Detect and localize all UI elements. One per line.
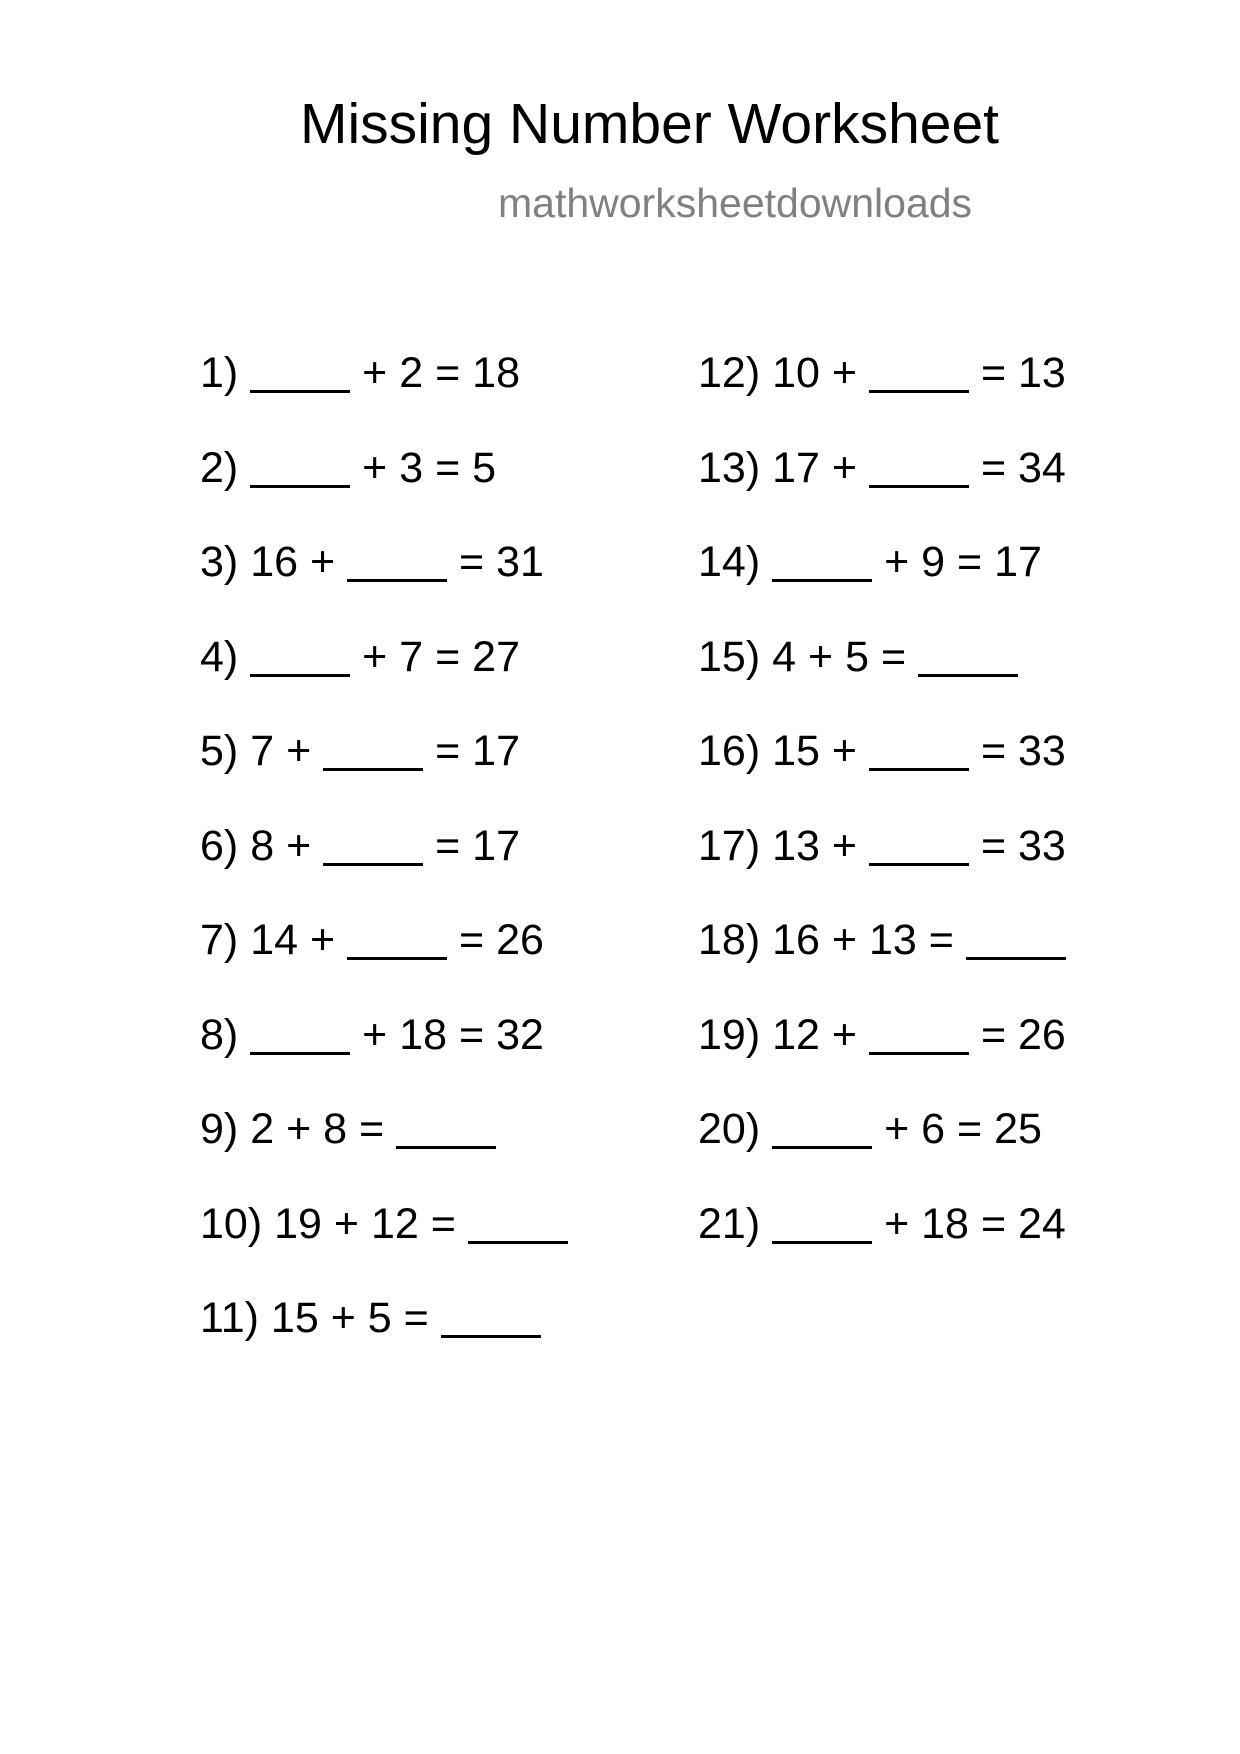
problem-number: 7) <box>200 916 239 964</box>
sum-result: 17 <box>472 727 521 775</box>
plus-sign: + <box>286 821 312 870</box>
equals-sign: = <box>957 1105 983 1153</box>
problem-item <box>200 916 544 964</box>
addend-a: 15 <box>772 727 820 775</box>
answer-blank[interactable] <box>772 575 872 582</box>
sum-result: 17 <box>472 821 521 870</box>
sum-result: 17 <box>994 538 1042 586</box>
sum-result: 24 <box>1018 1199 1066 1248</box>
plus-sign: + <box>362 1010 388 1059</box>
sum-result: 32 <box>496 1010 544 1059</box>
answer-blank[interactable] <box>250 481 350 488</box>
problem-number: 17) <box>698 821 761 870</box>
addend-a: 13 <box>772 821 820 870</box>
problem-item <box>698 727 1066 775</box>
answer-blank[interactable] <box>250 386 350 393</box>
addend-a: 19 <box>274 1199 322 1248</box>
equals-sign: = <box>359 1105 385 1153</box>
addend-b: 8 <box>323 1105 348 1153</box>
equals-sign: = <box>403 1294 429 1342</box>
plus-sign: + <box>333 1199 360 1248</box>
addend-a: 10 <box>772 349 820 397</box>
answer-blank[interactable] <box>323 859 423 866</box>
plus-sign: + <box>884 1199 910 1248</box>
problem-item <box>200 821 521 870</box>
addend-b: 13 <box>868 916 917 964</box>
plus-sign: + <box>362 632 388 681</box>
problem-item <box>698 1105 1042 1153</box>
addend-a: 12 <box>772 1010 820 1059</box>
equals-sign: = <box>435 349 461 397</box>
plus-sign: + <box>884 1105 910 1153</box>
problem-item <box>698 821 1066 870</box>
problem-item <box>200 443 497 492</box>
answer-blank[interactable] <box>869 859 969 866</box>
addend-a: 2 <box>250 1105 275 1153</box>
problem-number: 18) <box>698 916 761 964</box>
answer-blank[interactable] <box>869 764 969 771</box>
plus-sign: + <box>330 1294 356 1342</box>
problem-item <box>698 538 1042 586</box>
problem-number: 19) <box>698 1010 761 1059</box>
plus-sign: + <box>286 1105 312 1153</box>
equals-sign: = <box>980 821 1007 870</box>
worksheet-source: mathworksheetdownloads <box>498 180 973 226</box>
equals-sign: = <box>459 1010 485 1059</box>
plus-sign: + <box>831 916 858 964</box>
addend-a: 4 <box>772 632 797 681</box>
problem-item <box>200 632 521 681</box>
answer-blank[interactable] <box>250 670 350 677</box>
sum-result: 18 <box>472 349 521 397</box>
addend-a: 7 <box>250 727 275 775</box>
sum-result: 31 <box>496 538 544 586</box>
problem-item <box>200 727 521 775</box>
answer-blank[interactable] <box>396 1142 496 1149</box>
problem-number: 5) <box>200 727 239 775</box>
problem-item <box>200 1010 544 1059</box>
problem-number: 15) <box>698 632 761 681</box>
answer-blank[interactable] <box>869 1048 969 1055</box>
addend-b: 18 <box>921 1199 969 1248</box>
plus-sign: + <box>831 443 858 492</box>
plus-sign: + <box>831 821 858 870</box>
equals-sign: = <box>435 443 461 492</box>
equals-sign: = <box>435 821 461 870</box>
problem-item <box>200 1199 568 1248</box>
answer-blank[interactable] <box>918 670 1018 677</box>
problem-number: 12) <box>698 349 761 397</box>
plus-sign: + <box>884 538 910 586</box>
equals-sign: = <box>459 916 485 964</box>
equals-sign: = <box>459 538 485 586</box>
equals-sign: = <box>980 349 1007 397</box>
equals-sign: = <box>980 443 1007 492</box>
sum-result: 34 <box>1018 443 1066 492</box>
sum-result: 33 <box>1018 821 1066 870</box>
addend-b: 5 <box>367 1294 392 1342</box>
worksheet-title: Missing Number Worksheet <box>300 92 1000 156</box>
equals-sign: = <box>435 727 461 775</box>
addend-a: 17 <box>772 443 820 492</box>
problem-number: 4) <box>200 632 239 681</box>
answer-blank[interactable] <box>347 575 447 582</box>
answer-blank[interactable] <box>347 953 447 960</box>
answer-blank[interactable] <box>966 953 1066 960</box>
problem-number: 16) <box>698 727 761 775</box>
addend-a: 8 <box>250 821 275 870</box>
addend-b: 12 <box>370 1199 419 1248</box>
answer-blank[interactable] <box>772 1237 872 1244</box>
equals-sign: = <box>435 632 461 681</box>
problem-number: 2) <box>200 443 239 492</box>
addend-b: 7 <box>399 632 424 681</box>
problem-item <box>698 916 1066 964</box>
problem-number: 21) <box>698 1199 761 1248</box>
addend-a: 14 <box>250 916 299 964</box>
addend-b: 3 <box>399 443 424 492</box>
equals-sign: = <box>880 632 907 681</box>
answer-blank[interactable] <box>441 1331 541 1338</box>
problem-number: 20) <box>698 1105 761 1153</box>
plus-sign: + <box>362 349 388 397</box>
answer-blank[interactable] <box>323 764 423 771</box>
equals-sign: = <box>957 538 983 586</box>
addend-b: 18 <box>399 1010 448 1059</box>
answer-blank[interactable] <box>869 386 969 393</box>
plus-sign: + <box>362 443 388 492</box>
problem-item <box>200 1294 541 1342</box>
sum-result: 26 <box>1018 1010 1066 1059</box>
answer-blank[interactable] <box>772 1142 872 1149</box>
addend-b: 2 <box>399 349 424 397</box>
plus-sign: + <box>831 727 858 775</box>
problem-number: 1) <box>200 349 239 397</box>
plus-sign: + <box>831 349 858 397</box>
equals-sign: = <box>980 727 1007 775</box>
problem-item <box>200 1105 496 1153</box>
sum-result: 5 <box>472 443 497 492</box>
problem-number: 11) <box>200 1294 259 1342</box>
addend-b: 9 <box>921 538 946 586</box>
answer-blank[interactable] <box>250 1048 350 1055</box>
problem-item <box>200 538 544 586</box>
sum-result: 26 <box>496 916 544 964</box>
plus-sign: + <box>831 1010 858 1059</box>
addend-b: 5 <box>845 632 869 681</box>
addend-a: 16 <box>250 538 299 586</box>
problem-number: 10) <box>200 1199 263 1248</box>
problem-item <box>200 349 521 397</box>
problem-number: 8) <box>200 1010 239 1059</box>
addend-b: 6 <box>921 1105 946 1153</box>
plus-sign: + <box>807 632 834 681</box>
problem-item <box>698 349 1066 397</box>
plus-sign: + <box>309 538 336 586</box>
problem-number: 13) <box>698 443 761 492</box>
sum-result: 33 <box>1018 727 1066 775</box>
sum-result: 27 <box>472 632 521 681</box>
plus-sign: + <box>309 916 336 964</box>
problem-item <box>698 443 1066 492</box>
addend-a: 15 <box>270 1294 319 1342</box>
problem-number: 9) <box>200 1105 239 1153</box>
sum-result: 25 <box>994 1105 1042 1153</box>
answer-blank[interactable] <box>869 481 969 488</box>
problem-item <box>698 1010 1066 1059</box>
problem-number: 3) <box>200 538 239 586</box>
problem-item <box>698 1199 1066 1248</box>
addend-a: 16 <box>772 916 820 964</box>
answer-blank[interactable] <box>468 1237 568 1244</box>
problem-item <box>698 632 1018 681</box>
equals-sign: = <box>928 916 954 964</box>
sum-result: 13 <box>1018 349 1066 397</box>
plus-sign: + <box>286 727 312 775</box>
problem-number: 6) <box>200 821 239 870</box>
equals-sign: = <box>430 1199 456 1248</box>
problem-number: 14) <box>698 538 761 586</box>
equals-sign: = <box>980 1199 1007 1248</box>
equals-sign: = <box>980 1010 1007 1059</box>
